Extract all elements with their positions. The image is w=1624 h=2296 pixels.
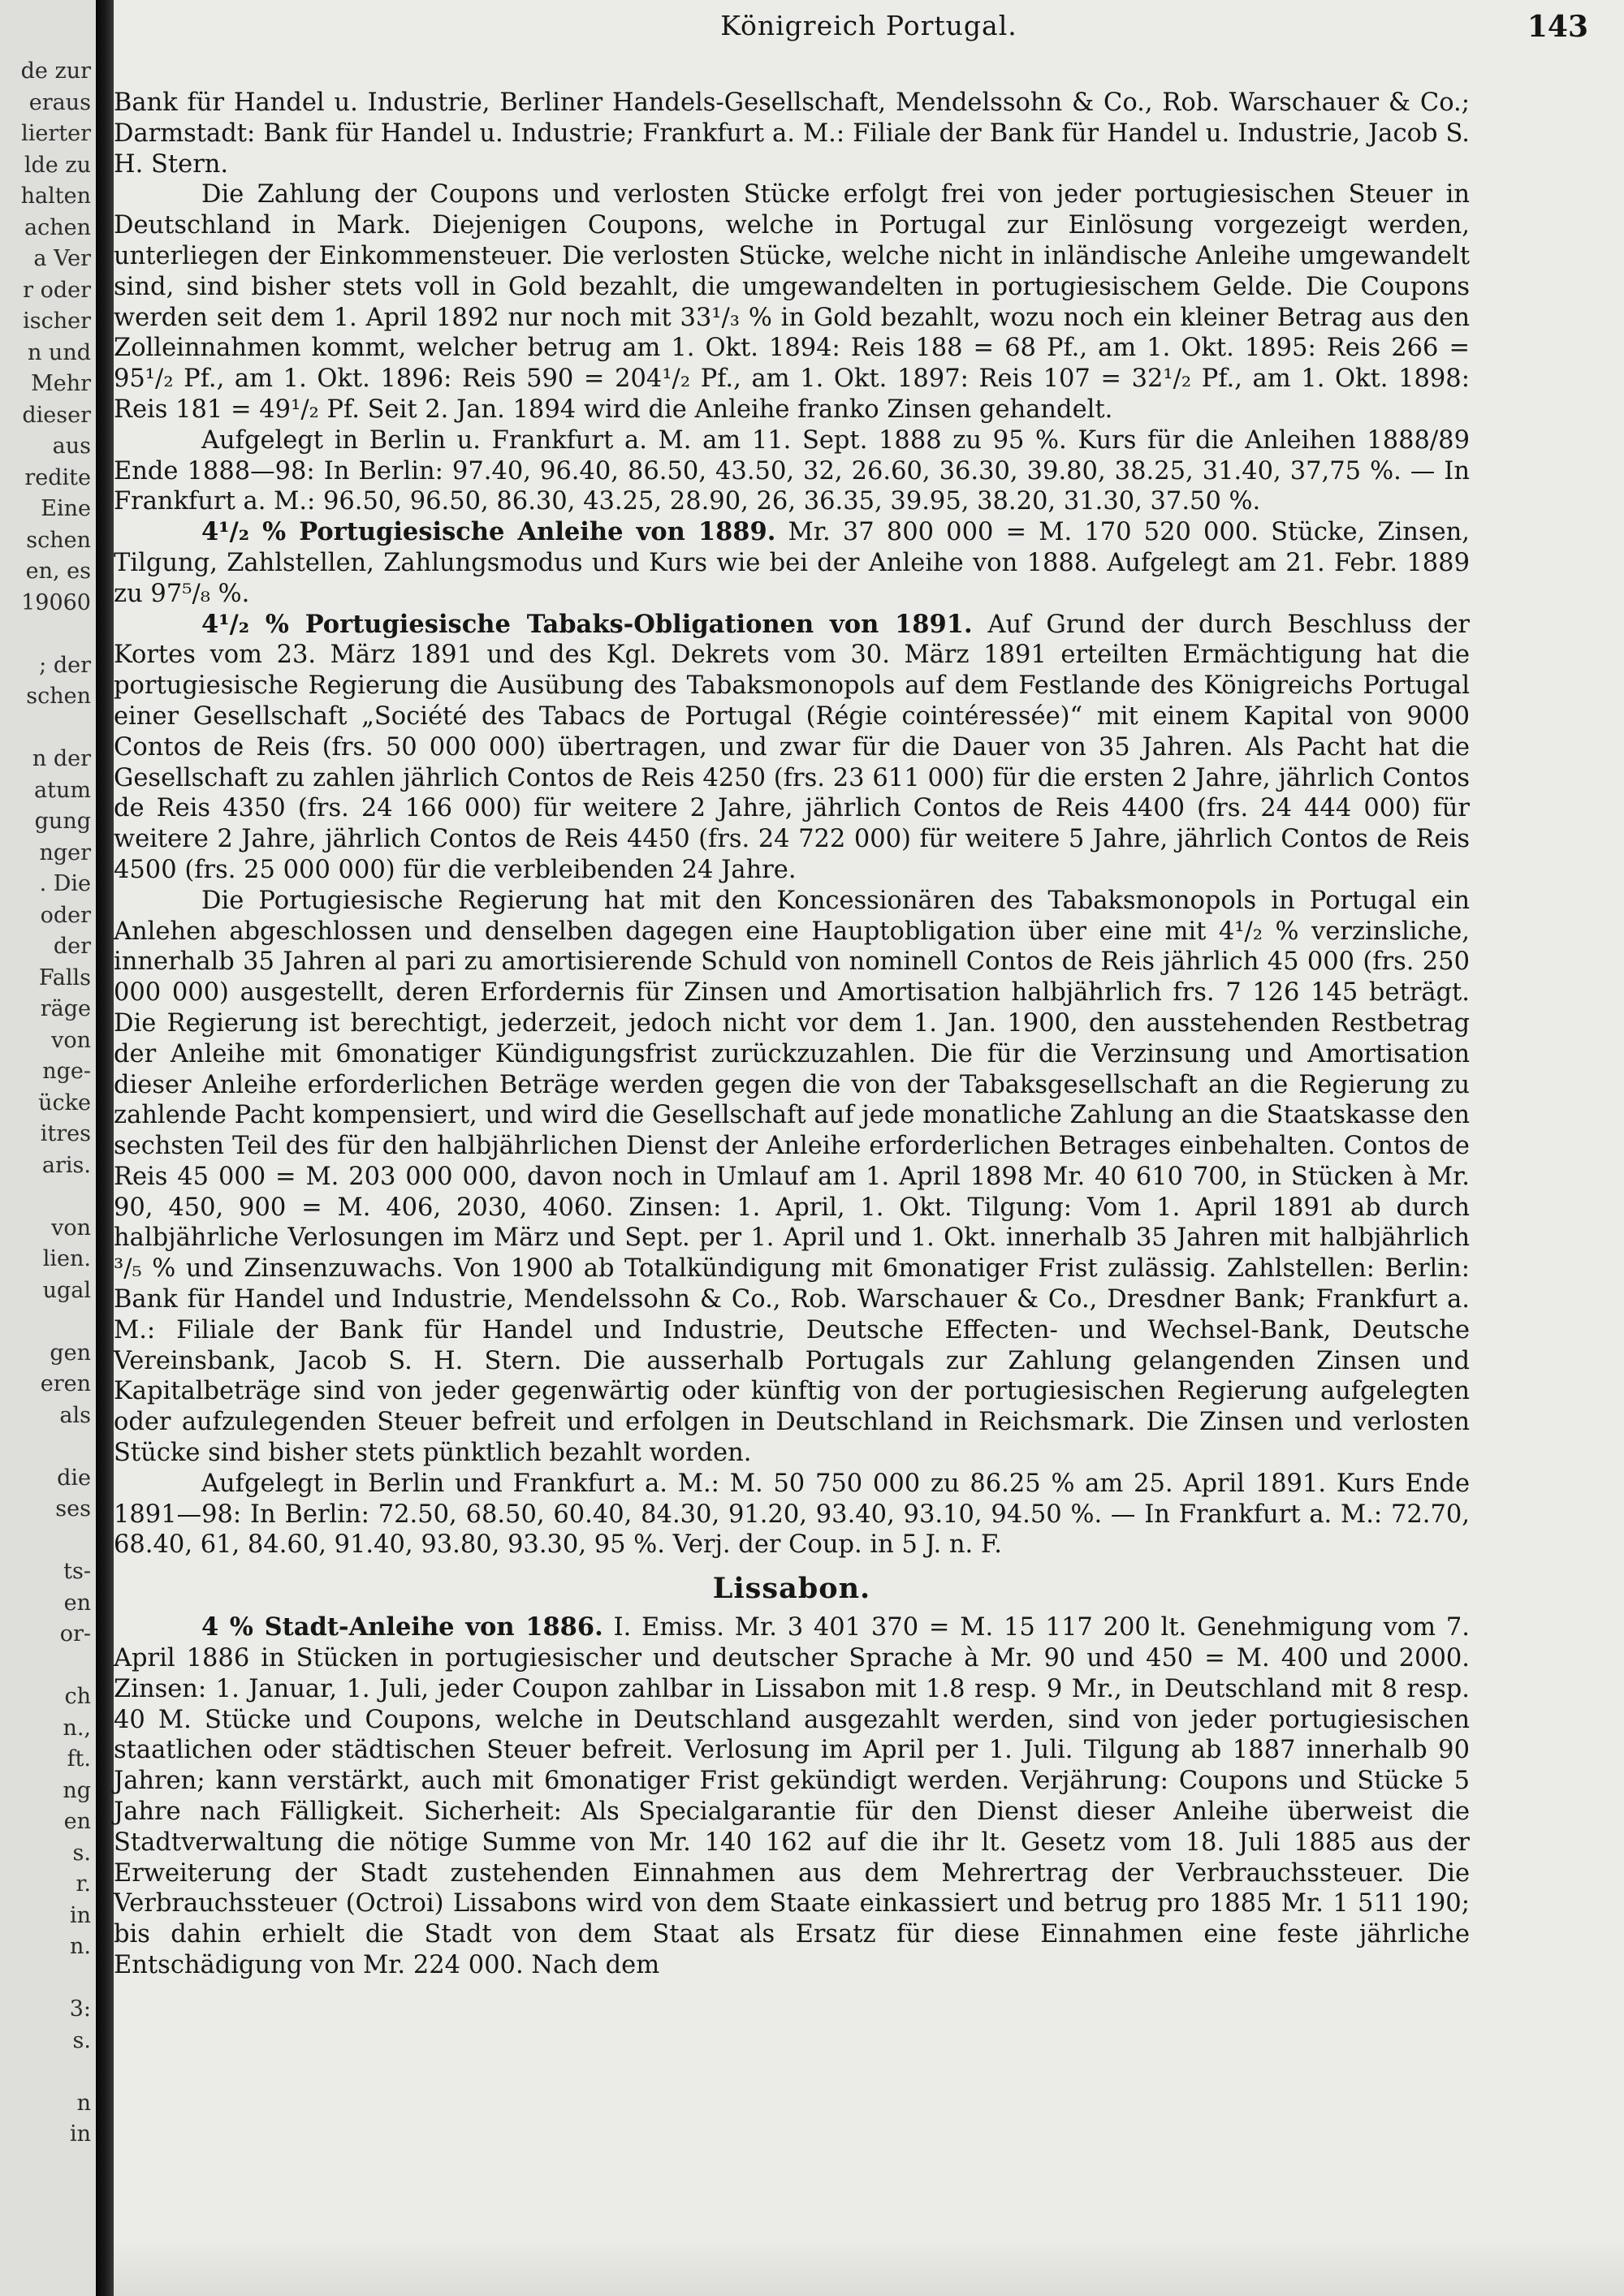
previous-page-text-fragment: der <box>53 934 91 959</box>
previous-page-text-fragment: ischer <box>23 309 91 334</box>
previous-page-text-fragment: räge <box>40 996 91 1021</box>
previous-page-text-fragment: dieser <box>22 402 91 428</box>
entry-heading: 4¹/₂ % Portugiesische Tabaks-Obligationen von 1891. <box>201 609 973 639</box>
previous-page-text-fragment: n <box>76 2090 91 2116</box>
previous-page-text-fragment: lierter <box>21 121 91 146</box>
section-heading-lissabon: Lissabon. <box>712 1572 871 1606</box>
previous-page-text-fragment: 19060 <box>21 589 91 615</box>
page <box>114 0 1624 2296</box>
paragraph-text: Mr. 37 800 000 = M. 170 520 000. Stücke, Zinsen, Tilgung, Zahlstellen, Zahlungsmodus und Kurs wie bei der Anleihe von 1888. Aufgelegt am 21. Febr. 1889 zu 97⁵/₈ %. <box>114 518 1470 608</box>
previous-page-text-fragment: aris. <box>41 1152 91 1178</box>
previous-page-text-fragment: en <box>63 1809 91 1834</box>
previous-page-text-fragment: als <box>59 1402 91 1428</box>
page-bottom-margin <box>114 2239 1624 2296</box>
previous-page-text-fragment: gung <box>34 809 91 834</box>
previous-page-text-fragment: n der <box>32 746 91 771</box>
previous-page-text-fragment: a Ver <box>33 246 91 271</box>
paragraph-stadt-anleihe-1886 <box>114 1612 1470 1981</box>
previous-page-text-fragment: en <box>63 1590 91 1616</box>
paragraph-regierung-anlehen <box>114 886 1470 1469</box>
previous-page-text-fragment: lien. <box>42 1246 91 1271</box>
paragraph-text: Die Portugiesische Regierung hat mit den Koncessionären des Tabaksmonopols in Portugal ein Anlehen abgeschlossen und denselben dagegen eine Hauptobligation über eine mit 4¹/₂ % verzinsliche, innerhalb 35 Jahren al pari zu amortisierende Schuld von nominell Contos de Reis jährlich 45 000 (frs. 250 000 000) ausgestellt, deren Erfordernis für Zinsen und Amortisation halbjährlich frs. 7 126 145 beträgt. Die Regierung ist berechtigt, jederzeit, jedoch nicht vor dem 1. Jan. 1900, den ausstehenden Restbetrag der Anleihe mit 6monatiger Kündigungsfrist zurückzuzahlen. Die für die Verzinsung und Amortisation dieser Anleihe erforderlichen Beträge werden gegen die von der Tabaksgesellschaft an die Regierung zu zahlende Pacht kompensiert, und wird die Gesellschaft auf jede monatliche Zahlung an die Staatskasse den sechsten Teil des für den halbjährlichen Dienst der Anleihe erforderlichen Betrages einbehalten. Contos de Reis 45 000 = M. 203 000 000, davon noch in Umlauf am 1. April 1898 Mr. 40 610 700, in Stücken à Mr. 90, 450, 900 = M. 406, 2030, 4060. Zinsen: 1. April, 1. Okt. Tilgung: Vom 1. April 1891 ab durch halbjährliche Verlosungen im März und Sept. per 1. April und 1. Okt. innerhalb 35 Jahren mit halbjährlich ³/₅ % und Zinsenzuwachs. Von 1900 ab Totalkündigung mit 6monatiger Frist zulässig. Zahlstellen: Berlin: Bank für Handel und Industrie, Mendelssohn & Co., Rob. Warschauer & Co., Dresdner Bank; Frankfurt a. M.: Filiale der Bank für Handel und Industrie, Deutsche Effecten- und Wechsel-Bank, Deutsche Vereinsbank, Jacob S. H. Stern. Die ausserhalb Portugals zur Zahlung gelangenden Zinsen und Kapitalbeträge sind von jeder gegenwärtig oder künftig von der portugiesischen Regierung aufgelegten oder aufzulegenden Steuer befreit und erfolgen in Deutschland in Reichsmark. Die Zinsen und verlosten Stücke sind bisher stets pünktlich bezahlt worden. <box>114 886 1470 1468</box>
previous-page-text-fragment: ücke <box>38 1090 91 1116</box>
paragraph-text: Aufgelegt in Berlin u. Frankfurt a. M. am 11. Sept. 1888 zu 95 %. Kurs für die Anleihen 1888/89 Ende 1888—98: In Berlin: 97.40, 96.40, 86.50, 43.50, 32, 26.60, 36.30, 39.80, 38.25, 31.40, 37,75 %. — In Frankfurt a. M.: 96.50, 96.50, 86.30, 43.25, 28.90, 26, 36.35, 39.95, 38.20, 31.30, 37.50 %. <box>114 425 1470 516</box>
paragraph-issue-1888 <box>114 425 1470 517</box>
previous-page-text-fragment: redite <box>24 464 91 490</box>
previous-page-text-fragment: schen <box>26 527 91 553</box>
paragraph-paying-agents <box>114 88 1470 179</box>
paragraph-text: Bank für Handel u. Industrie, Berliner Handels-Gesellschaft, Mendelssohn & Co., Rob. Warschauer & Co.; Darmstadt: Bank für Handel u. Industrie; Frankfurt a. M.: Filiale der Bank für Handel u. Industrie, Jacob S. H. Stern. <box>114 88 1470 179</box>
previous-page-text-fragment: Mehr <box>31 371 91 396</box>
previous-page-text-fragment: ts- <box>63 1559 91 1584</box>
previous-page-text-fragment: von <box>51 1027 91 1053</box>
paragraph-anleihe-1889 <box>114 517 1470 609</box>
previous-page-text-fragment: atum <box>34 777 91 803</box>
previous-page-text-fragment: . Die <box>39 871 91 896</box>
previous-page-text-fragment: die <box>57 1465 91 1491</box>
previous-page-text-fragment: n., <box>63 1715 91 1741</box>
paragraph-coupon-payment <box>114 179 1470 425</box>
entry-heading: 4 % Stadt-Anleihe von 1886. <box>201 1612 603 1642</box>
previous-page-text-fragment: n und <box>27 339 91 365</box>
entry-heading: 4¹/₂ % Portugiesische Anleihe von 1889. <box>201 517 776 547</box>
previous-page-text-fragment: Eine <box>41 496 91 521</box>
previous-page-text-fragment: en, es <box>25 559 91 584</box>
previous-page-text-fragment: lde zu <box>24 152 91 178</box>
previous-page-text-fragment: in <box>69 1902 91 1928</box>
previous-page-edge <box>0 0 96 2296</box>
page-number: 143 <box>1527 10 1588 44</box>
previous-page-text-fragment: oder <box>40 902 91 928</box>
previous-page-text-fragment: aus <box>52 434 91 459</box>
previous-page-text-fragment: itres <box>40 1121 91 1146</box>
previous-page-text-fragment: eraus <box>28 89 91 115</box>
previous-page-text-fragment: Falls <box>38 965 91 990</box>
previous-page-text-fragment: ; der <box>39 652 91 678</box>
previous-page-text-fragment: von <box>51 1215 91 1241</box>
previous-page-text-fragment: ses <box>55 1496 91 1521</box>
previous-page-text-fragment: r oder <box>23 277 91 303</box>
previous-page-text-fragment: or- <box>59 1621 91 1646</box>
previous-page-text-fragment: 3: <box>69 1996 91 2022</box>
previous-page-text-fragment: in <box>69 2121 91 2147</box>
previous-page-text-fragment: ch <box>64 1684 91 1709</box>
paragraph-text: I. Emiss. Mr. 3 401 370 = M. 15 117 200 lt. Genehmigung vom 7. April 1886 in Stücken in portugiesischer und deutscher Sprache à Mr. 90 und 450 = M. 400 und 2000. Zinsen: 1. Januar, 1. Juli, jeder Coupon zahlbar in Lissabon mit 1.8 resp. 9 Mr., in Deutschland mit 8 resp. 40 M. Stücke und Coupons, welche in Deutschland ausgezahlt werden, sind von jeder portugiesischen staatlichen oder städtischen Steuer befreit. Verlosung im April per 1. Juli. Tilgung ab 1887 innerhalb 90 Jahren; kann verstärkt, auch mit 6monatiger Frist gekündigt werden. Verjährung: Coupons und Stücke 5 Jahre nach Fälligkeit. Sicherheit: Als Specialgarantie für den Dienst dieser Anleihe überweist die Stadtverwaltung die nötige Summe von Mr. 140 162 auf die ihr lt. Gesetz vom 18. Juli 1885 aus der Erweiterung der Stadt zustehenden Einnahmen aus dem Mehrertrag der Verbrauchssteuer. Die Verbrauchssteuer (Octroi) Lissabons wird von dem Staate einkassiert und betrug pro 1885 Mr. 1 511 190; bis dahin erhielt die Stadt von dem Staat als Ersatz für diese Einnahmen eine feste jährliche Entschädigung von Mr. 224 000. Nach dem <box>114 1613 1470 1980</box>
book-gutter <box>96 0 114 2296</box>
previous-page-text-fragment: halten <box>20 183 91 209</box>
previous-page-text-fragment: nger <box>39 839 91 865</box>
paragraph-text: Aufgelegt in Berlin und Frankfurt a. M.: M. 50 750 000 zu 86.25 % am 25. April 1891. Kurs Ende 1891—98: In Berlin: 72.50, 68.50, 60.40, 84.30, 91.20, 93.40, 93.10, 94.50 %. — In Frankfurt a. M.: 72.70, 68.40, 61, 84.60, 91.40, 93.80, 93.30, 95 %. Verj. der Coup. in 5 J. n. F. <box>114 1469 1470 1560</box>
previous-page-text-fragment: ft. <box>67 1746 91 1772</box>
previous-page-text-fragment: nge- <box>42 1059 91 1084</box>
running-title: Königreich Portugal. <box>720 10 1017 41</box>
paragraph-tabaks-obligationen <box>114 610 1470 886</box>
previous-page-text-fragment: eren <box>40 1371 91 1396</box>
previous-page-text-fragment: achen <box>24 214 91 240</box>
previous-page-text-fragment: schen <box>26 684 91 709</box>
running-head <box>114 10 1624 45</box>
paragraph-text: Die Zahlung der Coupons und verlosten Stücke erfolgt frei von jeder portugiesischen Steuer in Deutschland in Mark. Diejenigen Coupons, welche in Portugal zur Einlösung vorgezeigt werden, unterliegen der Einkommensteuer. Die verlosten Stücke, welche nicht in inländische Anleihe umgewandelt sind, sind bisher stets voll in Gold bezahlt, die umgewandelten in portugiesischem Gelde. Die Coupons werden seit dem 1. April 1892 nur noch mit 33¹/₃ % in Gold bezahlt, wozu noch ein kleiner Betrag aus den Zolleinnahmen kommt, welcher betrug am 1. Okt. 1894: Reis 188 = 68 Pf., am 1. Okt. 1895: Reis 266 = 95¹/₂ Pf., am 1. Okt. 1896: Reis 590 = 204¹/₂ Pf., am 1. Okt. 1897: Reis 107 = 32¹/₂ Pf., am 1. Okt. 1898: Reis 181 = 49¹/₂ Pf. Seit 2. Jan. 1894 wird die Anleihe franko Zinsen gehandelt. <box>114 180 1470 424</box>
previous-page-text-fragment: r. <box>76 1871 91 1897</box>
page-content <box>114 88 1470 1981</box>
paragraph-issue-1891 <box>114 1469 1470 1560</box>
previous-page-text-fragment: s. <box>72 1840 91 1866</box>
previous-page-text-fragment: gen <box>50 1340 91 1366</box>
previous-page-text-fragment: de zur <box>20 58 91 84</box>
paragraph-text: Auf Grund der durch Beschluss der Kortes vom 23. März 1891 und des Kgl. Dekrets vom 30. März 1891 erteilten Ermächtigung hat die portugiesische Regierung die Ausübung des Tabaksmonopols auf dem Festlande des Königreichs Portugal einer Gesellschaft „Société des Tabacs de Portugal (Régie cointéressée)“ mit einem Kapital von 9000 Contos de Reis (frs. 50 000 000) übertragen, und zwar für die Dauer von 35 Jahren. Als Pacht hat die Gesellschaft zu zahlen jährlich Contos de Reis 4250 (frs. 23 611 000) für die ersten 2 Jahre, jährlich Contos de Reis 4350 (frs. 24 166 000) für weitere 2 Jahre, jährlich Contos de Reis 4400 (frs. 24 444 000) für weitere 2 Jahre, jährlich Contos de Reis 4450 (frs. 24 722 000) für weitere 5 Jahre, jährlich Contos de Reis 4500 (frs. 25 000 000) für die verbleibenden 24 Jahre. <box>114 610 1470 884</box>
previous-page-text-fragment: ugal <box>42 1277 91 1303</box>
previous-page-text-fragment: ng <box>63 1777 91 1803</box>
previous-page-text-fragment: n. <box>70 1934 91 1959</box>
previous-page-text-fragment: s. <box>72 2027 91 2053</box>
